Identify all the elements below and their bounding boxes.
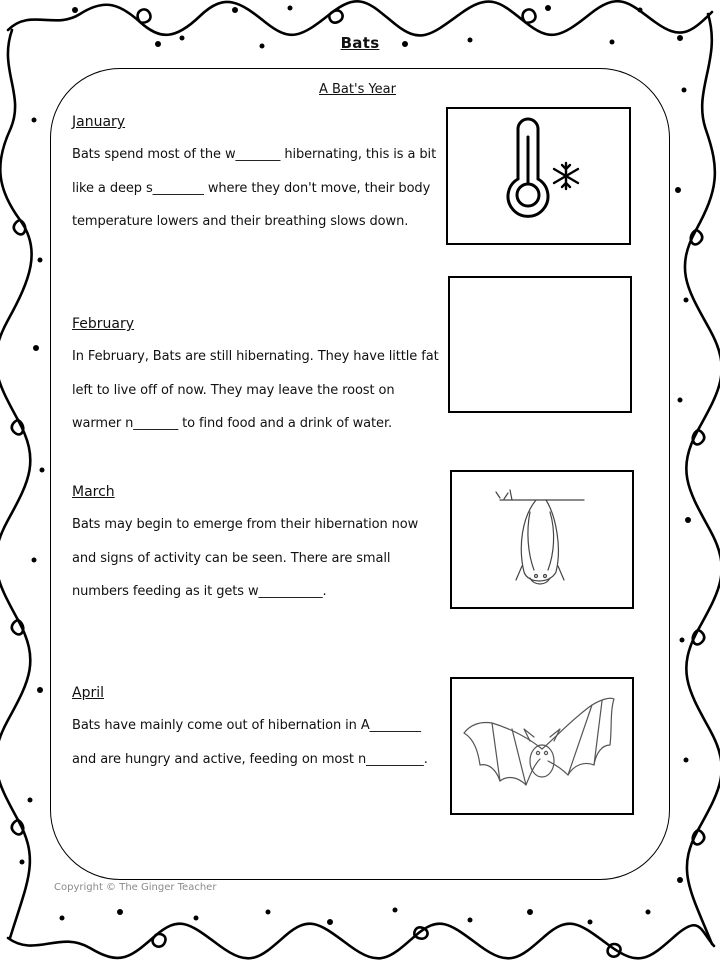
hanging-bat-image-box: [450, 470, 634, 609]
flying-bat-image-box: [450, 677, 634, 815]
month-heading: January: [72, 114, 126, 130]
section-text: Bats may begin to emerge from their hibernation now and signs of activity can be seen. There are small numbers feeding as it gets w__________.: [72, 517, 419, 599]
section-text: Bats spend most of the w_______ hibernating, this is a bit like a deep s________ where they don't move, their body temperature lowers and their breathing slows down.: [72, 147, 437, 229]
month-heading: April: [72, 685, 104, 701]
blank-image-box: [448, 276, 632, 413]
page-title: Bats: [340, 34, 380, 52]
section-february: [72, 314, 440, 441]
section-january: [72, 112, 440, 239]
section-march: [72, 482, 440, 609]
copyright-notice: Copyright © The Ginger Teacher: [54, 882, 217, 893]
section-april: [72, 683, 440, 776]
section-text: In February, Bats are still hibernating. They have little fat left to live off of now. They may leave the roost on warmer n_______ to find food and a drink of water.: [72, 349, 439, 431]
month-heading: March: [72, 484, 115, 500]
hanging-bat-icon: [452, 472, 632, 607]
month-heading: February: [72, 316, 135, 332]
section-text: Bats have mainly come out of hibernation in A________ and are hungry and active, feeding on most n_________.: [72, 718, 428, 767]
worksheet-subtitle: A Bat's Year: [318, 82, 396, 97]
thermometer-image-box: [446, 107, 631, 245]
thermometer-snowflake-icon: [448, 109, 629, 243]
flying-bat-icon: [452, 679, 632, 813]
